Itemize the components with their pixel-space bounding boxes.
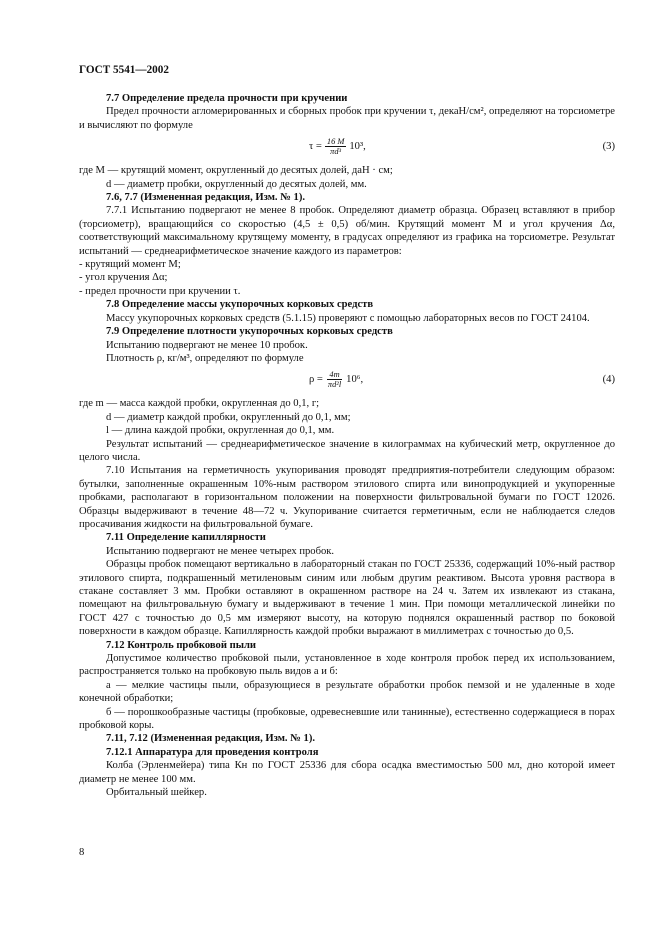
paragraph: Образцы пробок помещают вертикально в лабораторный стакан по ГОСТ 25336, содержащий 10%-ный раствор этилового спирта, подкрашенный метиленовым синим или любым другим реактивом. Высота уровня раствора в стакане составляет 3 мм. Пробки оставляют в окрашенном растворе на 24 ч. Затем их извлекают из стакана, помещают на фильтровальную бумагу и выдерживают в течение 1 мин. При помощи металлической линейки по ГОСТ 427 с точностью до 0,5 мм измеряют высоту, на которую поднялся окрашенный раствор по боковой поверхности в каждом образце. Капиллярность каждой пробки выражают в миллиметрах с точностью до 0,5. <box>79 559 615 638</box>
section-7-12-1-heading: 7.12.1 Аппаратура для проведения контроля <box>106 746 319 758</box>
amendment-note: 7.6, 7.7 (Измененная редакция, Изм. № 1). <box>106 192 305 204</box>
list-item: - угол кручения Δα; <box>79 272 168 284</box>
formula-denominator: πd³ <box>330 147 342 157</box>
section-7-10-text: 7.10 Испытания на герметичность укупоривания проводят предприятия-потребители следующим образом: бутылки, заполненные окрашенным 10%-ным раствором этилового спирта или винопродукцией и укупоренные пробками, располагают в горизонтальном положении на поверхности фильтровальной бумаги по ГОСТ 12026. Образцы выдерживают в течение 48—72 ч. Укупоривание считается герметичным, если не наблюдается следов просачивания жидкости на фильтровальной бумаге. <box>79 465 615 530</box>
list-item: б — порошкообразные частицы (пробковые, одревесневшие или танинные), естественно содержащиеся в порах пробковой коры. <box>79 706 615 732</box>
where-line: l — длина каждой пробки, округленная до 0,1, мм. <box>106 425 335 437</box>
formula-lhs: τ = <box>309 141 322 153</box>
paragraph: Результат испытаний — среднеарифметическое значение в килограммах на кубический метр, округленное до целого числа. <box>79 438 615 463</box>
where-line: d — диаметр пробки, округленный до десятых долей, мм. <box>106 178 367 190</box>
paragraph: Испытанию подвергают не менее четырех пробок. <box>106 545 335 557</box>
section-7-7-1-text: 7.7.1 Испытанию подвергают не менее 8 пробок. Определяют диаметр образца. Образец вставляют в прибор (торсиометр), вращающийся со скоростью (4,5 ± 0,5) об/мин. Крутящий момент M и угол кручения Δα, соответствующий максимальному крутящему моменту, в градусах определяют из графика на торсиометре. Результат испытаний — среднеарифметическое значение каждого из параметров: <box>79 205 615 257</box>
formula-fraction <box>325 137 346 156</box>
formula-number: (4) <box>602 374 615 386</box>
document-header: ГОСТ 5541—2002 <box>79 64 169 76</box>
formula-rhs: 10⁶, <box>346 374 364 386</box>
formula-number: (3) <box>602 141 615 153</box>
paragraph: Допустимое количество пробковой пыли, установленное в ходе контроля пробок перед их использованием, распространяется только на пробковую пыль видов а и б: <box>79 653 615 678</box>
section-7-7-heading: 7.7 Определение предела прочности при кручении <box>106 93 348 104</box>
list-item: - крутящий момент M; <box>79 259 181 271</box>
paragraph: Плотность ρ, кг/м³, определяют по формуле <box>106 352 304 364</box>
section-7-12-heading: 7.12 Контроль пробковой пыли <box>106 639 257 651</box>
list-item: - предел прочности при кручении τ. <box>79 285 241 297</box>
amendment-note: 7.11, 7.12 (Измененная редакция, Изм. № 1). <box>106 733 315 745</box>
formula-lhs: ρ = <box>309 374 323 386</box>
formula-numerator: 4m <box>329 370 340 380</box>
where-line: d — диаметр каждой пробки, округленный до 0,1, мм; <box>106 411 351 423</box>
document-body <box>79 92 615 800</box>
paragraph: Испытанию подвергают не менее 10 пробок. <box>106 339 308 351</box>
section-7-8-heading: 7.8 Определение массы укупорочных корковых средств <box>106 299 374 311</box>
formula-fraction <box>326 370 343 389</box>
paragraph: Предел прочности агломерированных и сборных пробок при кручении τ, декаН/см², определяют на торсиометре и вычисляют по формуле <box>79 106 615 131</box>
page-number: 8 <box>79 847 85 858</box>
paragraph: Орбитальный шейкер. <box>106 787 207 799</box>
formula-numerator: 16 M <box>326 137 345 147</box>
list-item: а — мелкие частицы пыли, образующиеся в результате обработки пробок пемзой и не удаленные в ходе конечной обработки; <box>79 679 615 705</box>
formula-4 <box>79 367 615 393</box>
section-7-11-heading: 7.11 Определение капиллярности <box>106 532 266 544</box>
where-line: где M — крутящий момент, округленный до десятых долей, даН · см; <box>79 165 393 177</box>
section-7-9-heading: 7.9 Определение плотности укупорочных корковых средств <box>106 326 393 338</box>
where-line: где m — масса каждой пробки, округленная до 0,1, г; <box>79 398 320 410</box>
paragraph: Колба (Эрленмейера) типа Кн по ГОСТ 25336 для сбора осадка вместимостью 500 мл, дно которой имеет диаметр не менее 100 мм. <box>79 760 615 785</box>
formula-denominator: πd²l <box>327 380 342 390</box>
formula-3 <box>79 134 615 160</box>
paragraph: Массу укупорочных корковых средств (5.1.15) проверяют с помощью лабораторных весов по ГОСТ 24104. <box>106 312 590 324</box>
formula-rhs: 10³, <box>349 141 366 153</box>
